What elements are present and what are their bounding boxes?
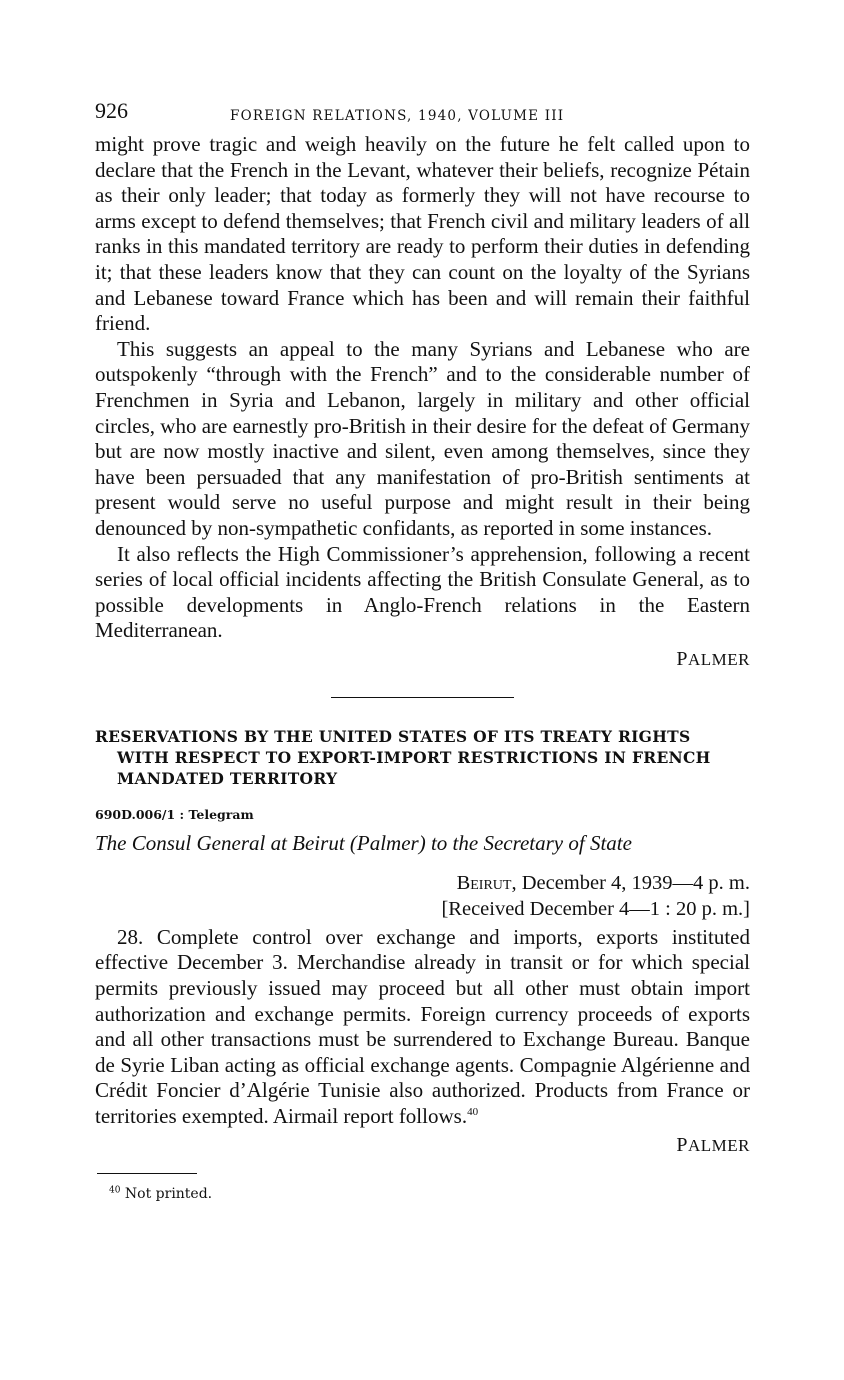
signature (95, 1134, 750, 1157)
received-line: [Received December 4—1 : 20 p. m.] (441, 897, 750, 920)
document-page (95, 100, 750, 1202)
dateline (95, 870, 750, 922)
footnote-divider (97, 1173, 197, 1174)
section-heading-line: MANDATED TERRITORY (117, 768, 338, 788)
signature (95, 648, 750, 671)
dateline-date: , December 4, 1939—4 p. m. (511, 871, 750, 894)
footnote-mark: 40 (109, 1184, 121, 1195)
section-heading-line: WITH RESPECT TO EXPORT-IMPORT RESTRICTIONS IN FRENCH (117, 747, 711, 767)
section-heading (95, 726, 750, 789)
signature-initial: P (676, 647, 688, 670)
paragraph: It also reflects the High Commissioner’s apprehension, following a recent series of local official incidents affecting the British Consulate General, as to possible developments in Anglo-French relations in the Eastern Mediterranean. (95, 541, 750, 643)
continuation-text (95, 132, 750, 644)
signature-initial: P (676, 1133, 688, 1156)
telegram-paragraph (95, 925, 750, 1130)
running-title: FOREIGN RELATIONS, 1940, VOLUME III (230, 108, 565, 124)
page-number: 926 (95, 98, 128, 123)
telegram-text (95, 925, 750, 1130)
dateline-place: Beirut (456, 871, 512, 894)
paragraph: might prove tragic and weigh heavily on the future he felt called upon to declare that the French in the Levant, whatever their beliefs, recognize Pétain as their only leader; that today as formerly they will not have recourse to arms except to defend themselves; that French civil and military leaders of all ranks in this mandated territory are ready to perform their duties in defending it; that these leaders know that they can count on the loyalty of the Syrians and Lebanese toward France which has been and will remain their faithful friend. (95, 132, 750, 336)
section-heading-line: RESERVATIONS BY THE UNITED STATES OF ITS TREATY RIGHTS (95, 726, 691, 746)
section-divider (331, 697, 514, 698)
footnote-reference[interactable]: 40 (467, 1106, 479, 1119)
file-reference: 690D.006/1 : Telegram (95, 806, 254, 822)
footnote-text: Not printed. (124, 1185, 213, 1202)
running-header (95, 100, 750, 132)
document-title: The Consul General at Beirut (Palmer) to the Secretary of State (95, 830, 632, 855)
signature-rest: ALMER (688, 649, 750, 669)
signature-rest: ALMER (688, 1135, 750, 1155)
telegram-body: 28. Complete control over exchange and imports, exports instituted effective December 3. Merchandise already in transit or for which special permits previously issued may proceed but all other must obtain import authorization and exchange permits. Foreign currency proceeds of exports and all other transactions must be surrendered to Exchange Bureau. Banque de Syrie Liban acting as official exchange agents. Compagnie Algérienne and Crédit Foncier d’Algérie Tunisie also authorized. Products from France or territories exempted. Airmail report follows. (95, 924, 750, 1129)
footnote (109, 1186, 750, 1202)
paragraph: This suggests an appeal to the many Syrians and Lebanese who are outspokenly “through with the French” and to the considerable number of Frenchmen in Syria and Lebanon, largely in military and other official circles, who are earnestly pro-British in their desire for the defeat of Germany but are now mostly inactive and silent, even among themselves, since they have been persuaded that any manifestation of pro-British sentiments at present would serve no useful purpose and might result in their being denounced by non-sympathetic confidants, as reported in some instances. (95, 336, 750, 540)
